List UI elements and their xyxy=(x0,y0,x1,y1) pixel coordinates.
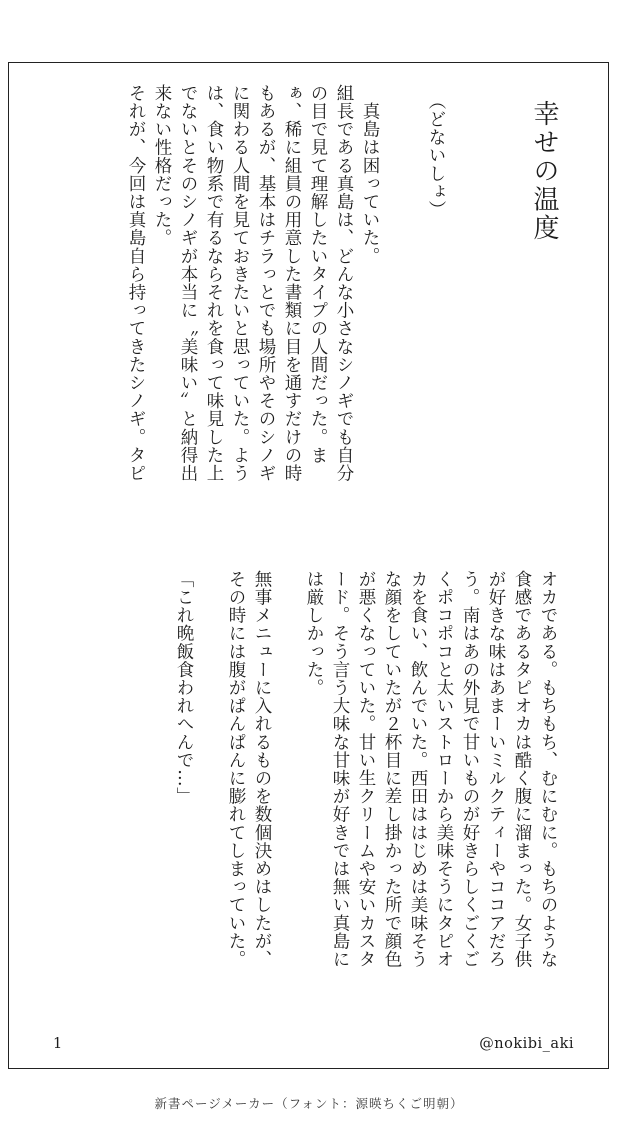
paragraph-lower-3: 「これ晩飯食われへんで…」 xyxy=(174,570,194,806)
page-frame xyxy=(8,62,609,1069)
paragraph-lower-2: 無事メニューに入れるものを数個決めはしたが、その時には腹がぱんぱんに膨れてしまっていた。 xyxy=(226,570,272,969)
paragraph-upper-2: 組長である真島は、どんな小さなシノギでも自分の目で見て理解したいタイプの人間だった。まぁ、稀に組員の用意した書類に目を通すだけの時もあるが、基本はチラっとでも場所やそのシノギに関わる人間を見ておきたいと思っていた。ようは、食い物系で有るならそれを食って味見した上でないとそのシノギが本当に〝美味い〟と納得出来ない性格だった。 xyxy=(152,84,354,483)
story-title: 幸せの温度 xyxy=(529,100,559,243)
paragraph-upper-1: 真島は困っていた。 xyxy=(360,84,380,265)
generator-credit: 新書ページメーカー（フォント：源暎ちくご明朝） xyxy=(154,1096,464,1111)
paragraph-upper-3: それが、今回は真島自ら持ってきたシノギ。タピ xyxy=(126,84,146,483)
author-handle: @nokibi_aki xyxy=(479,1036,574,1052)
story-subtitle: （どないしょ） xyxy=(426,92,446,219)
lower-text-tier xyxy=(171,570,561,984)
upper-text-tier xyxy=(123,84,561,488)
paragraph-lower-1: オカである。もちもち、むにむに。もちのような食感であるタピオカは酷く腹に溜まった。女子供が好きな味はあまーいミルクティーやココアだろう。南はあの外見で甘いものが好きらしくごくごくポコポコと太いストローから美味そうにタピオカを食い、飲んでいた。西田ははじめは美味そうな顔をしていたが２杯目に差し掛かった所で顔色が悪くなっていた。甘い生クリームや安いカスタード。そう言う大味な甘味が好きでは無い真島には厳しかった。 xyxy=(304,570,558,969)
page-number: 1 xyxy=(53,1036,63,1052)
